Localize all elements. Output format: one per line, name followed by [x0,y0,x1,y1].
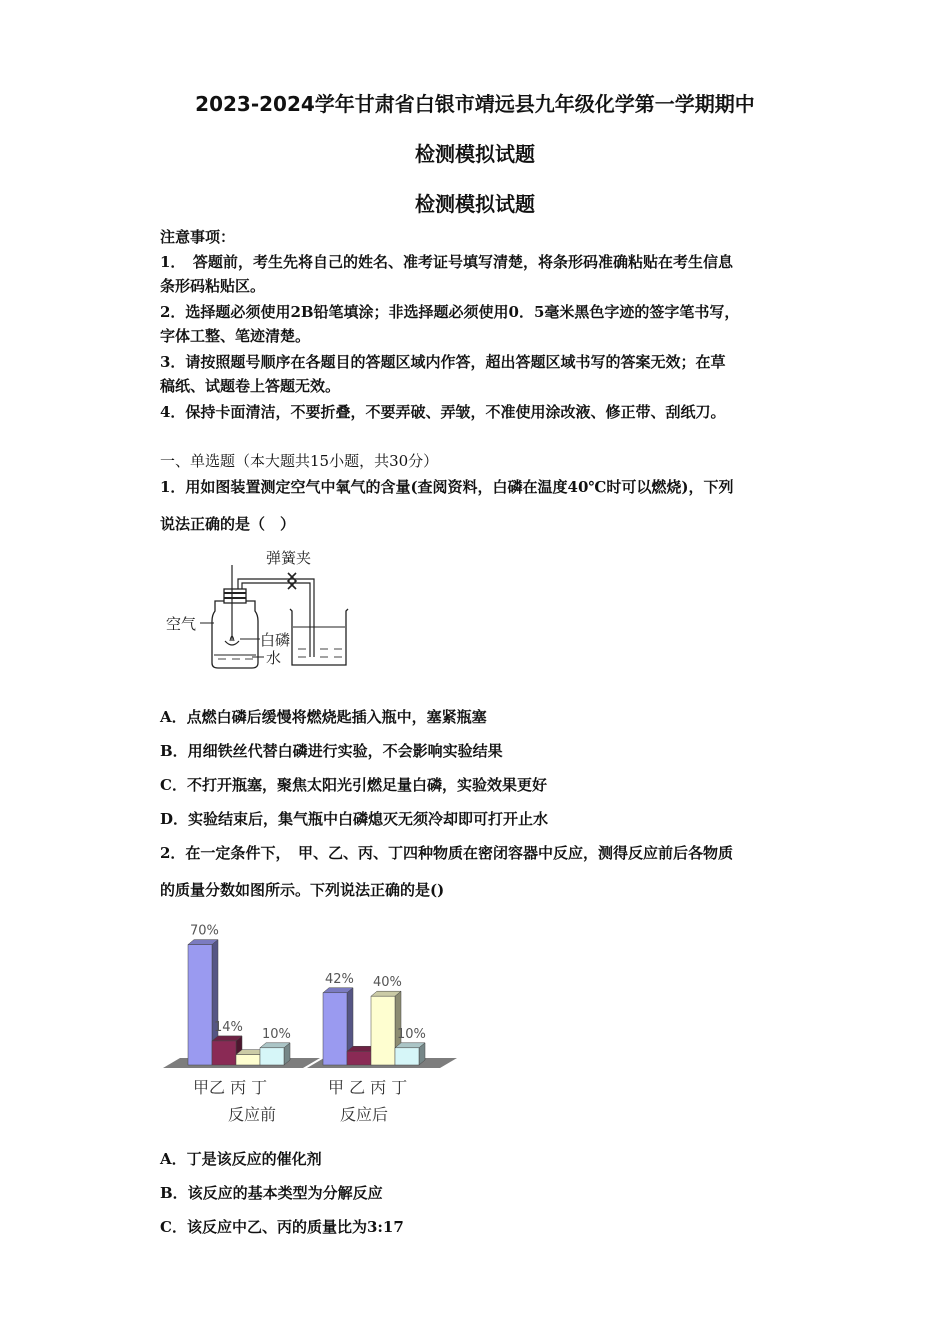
gas-bottle [212,601,258,668]
stopper [224,589,246,603]
q1-stem-cont: 说法正确的是（ ） [160,515,296,533]
q2-stem: 2．在一定条件下， 甲、乙、丙、丁四种物质在密闭容器中反应，测得反应前后各物质 [160,844,733,862]
group-after-name: 反应后 [340,1105,389,1124]
data-label-反应前-甲: 70% [190,923,219,939]
q1-stem: 1．用如图装置测定空气中氧气的含量(查阅资料，白磷在温度40℃时可以燃烧)，下列 [160,478,734,496]
q1-option-d: D．实验结束后，集气瓶中白磷熄灭无须冷却即可打开止水 [160,810,549,828]
data-label-反应后-丁: 10% [397,1026,426,1042]
q1-option-b: B．用细铁丝代替白磷进行实验，不会影响实验结果 [160,742,503,760]
q1-apparatus-figure [160,545,360,673]
label-white-phosphorus: 白磷 [260,631,291,649]
group-before-categories: 甲乙 丙 丁 [193,1078,268,1097]
notice-item-3b: 稿纸、试题卷上答题无效。 [160,377,341,395]
q2-option-b: B．该反应的基本类型为分解反应 [160,1184,383,1202]
notice-item-2a: 2．选择题必须使用2B铅笔填涂；非选择题必须使用0．5毫米黑色字迹的签字笔书写， [160,303,740,321]
data-label-反应前-丁: 10% [262,1026,291,1042]
data-label-反应后-丙: 40% [373,975,402,991]
q2-stem-cont: 的质量分数如图所示。下列说法正确的是() [160,881,445,899]
notice-item-1b: 条形码粘贴区。 [160,277,266,295]
notice-item-3a: 3．请按照题号顺序在各题目的答题区域内作答，超出答题区域书写的答案无效；在草 [160,353,726,371]
q2-bar-chart [160,908,460,1133]
notice-heading: 注意事项： [160,228,236,246]
label-air: 空气 [166,615,197,633]
q2-option-c: C．该反应中乙、丙的质量比为3:17 [160,1218,404,1236]
q1-option-c: C．不打开瓶塞，聚焦太阳光引燃足量白磷，实验效果更好 [160,776,547,794]
bar-反应前-丁 [260,1043,290,1065]
notice-item-4: 4．保持卡面清洁，不要折叠，不要弄破、弄皱，不准使用涂改液、修正带、刮纸刀。 [160,403,726,421]
data-label-反应后-甲: 42% [325,971,354,987]
data-label-反应前-乙: 14% [214,1019,243,1035]
q1-option-a: A．点燃白磷后缓慢将燃烧匙插入瓶中，塞紧瓶塞 [160,708,487,726]
label-water: 水 [266,649,282,667]
section-heading: 一、单选题（本大题共15小题，共30分） [160,452,439,470]
bar-反应后-丁 [395,1043,425,1065]
notice-item-1a: 1． 答题前，考生先将自己的姓名、准考证号填写清楚，将条形码准确粘贴在考生信息 [160,253,733,271]
doc-title: 2023-2024学年甘肃省白银市靖远县九年级化学第一学期期中 [195,92,755,116]
spring-clip [288,573,296,589]
doc-subtitle-repeat: 检测模拟试题 [415,192,535,216]
notice-item-2b: 字体工整、笔迹清楚。 [160,327,311,345]
group-before-name: 反应前 [228,1105,277,1124]
label-spring-clip: 弹簧夹 [266,549,312,567]
group-after-categories: 甲 乙 丙 丁 [328,1078,408,1097]
q2-option-a: A．丁是该反应的催化剂 [160,1150,322,1168]
doc-subtitle: 检测模拟试题 [415,142,535,166]
